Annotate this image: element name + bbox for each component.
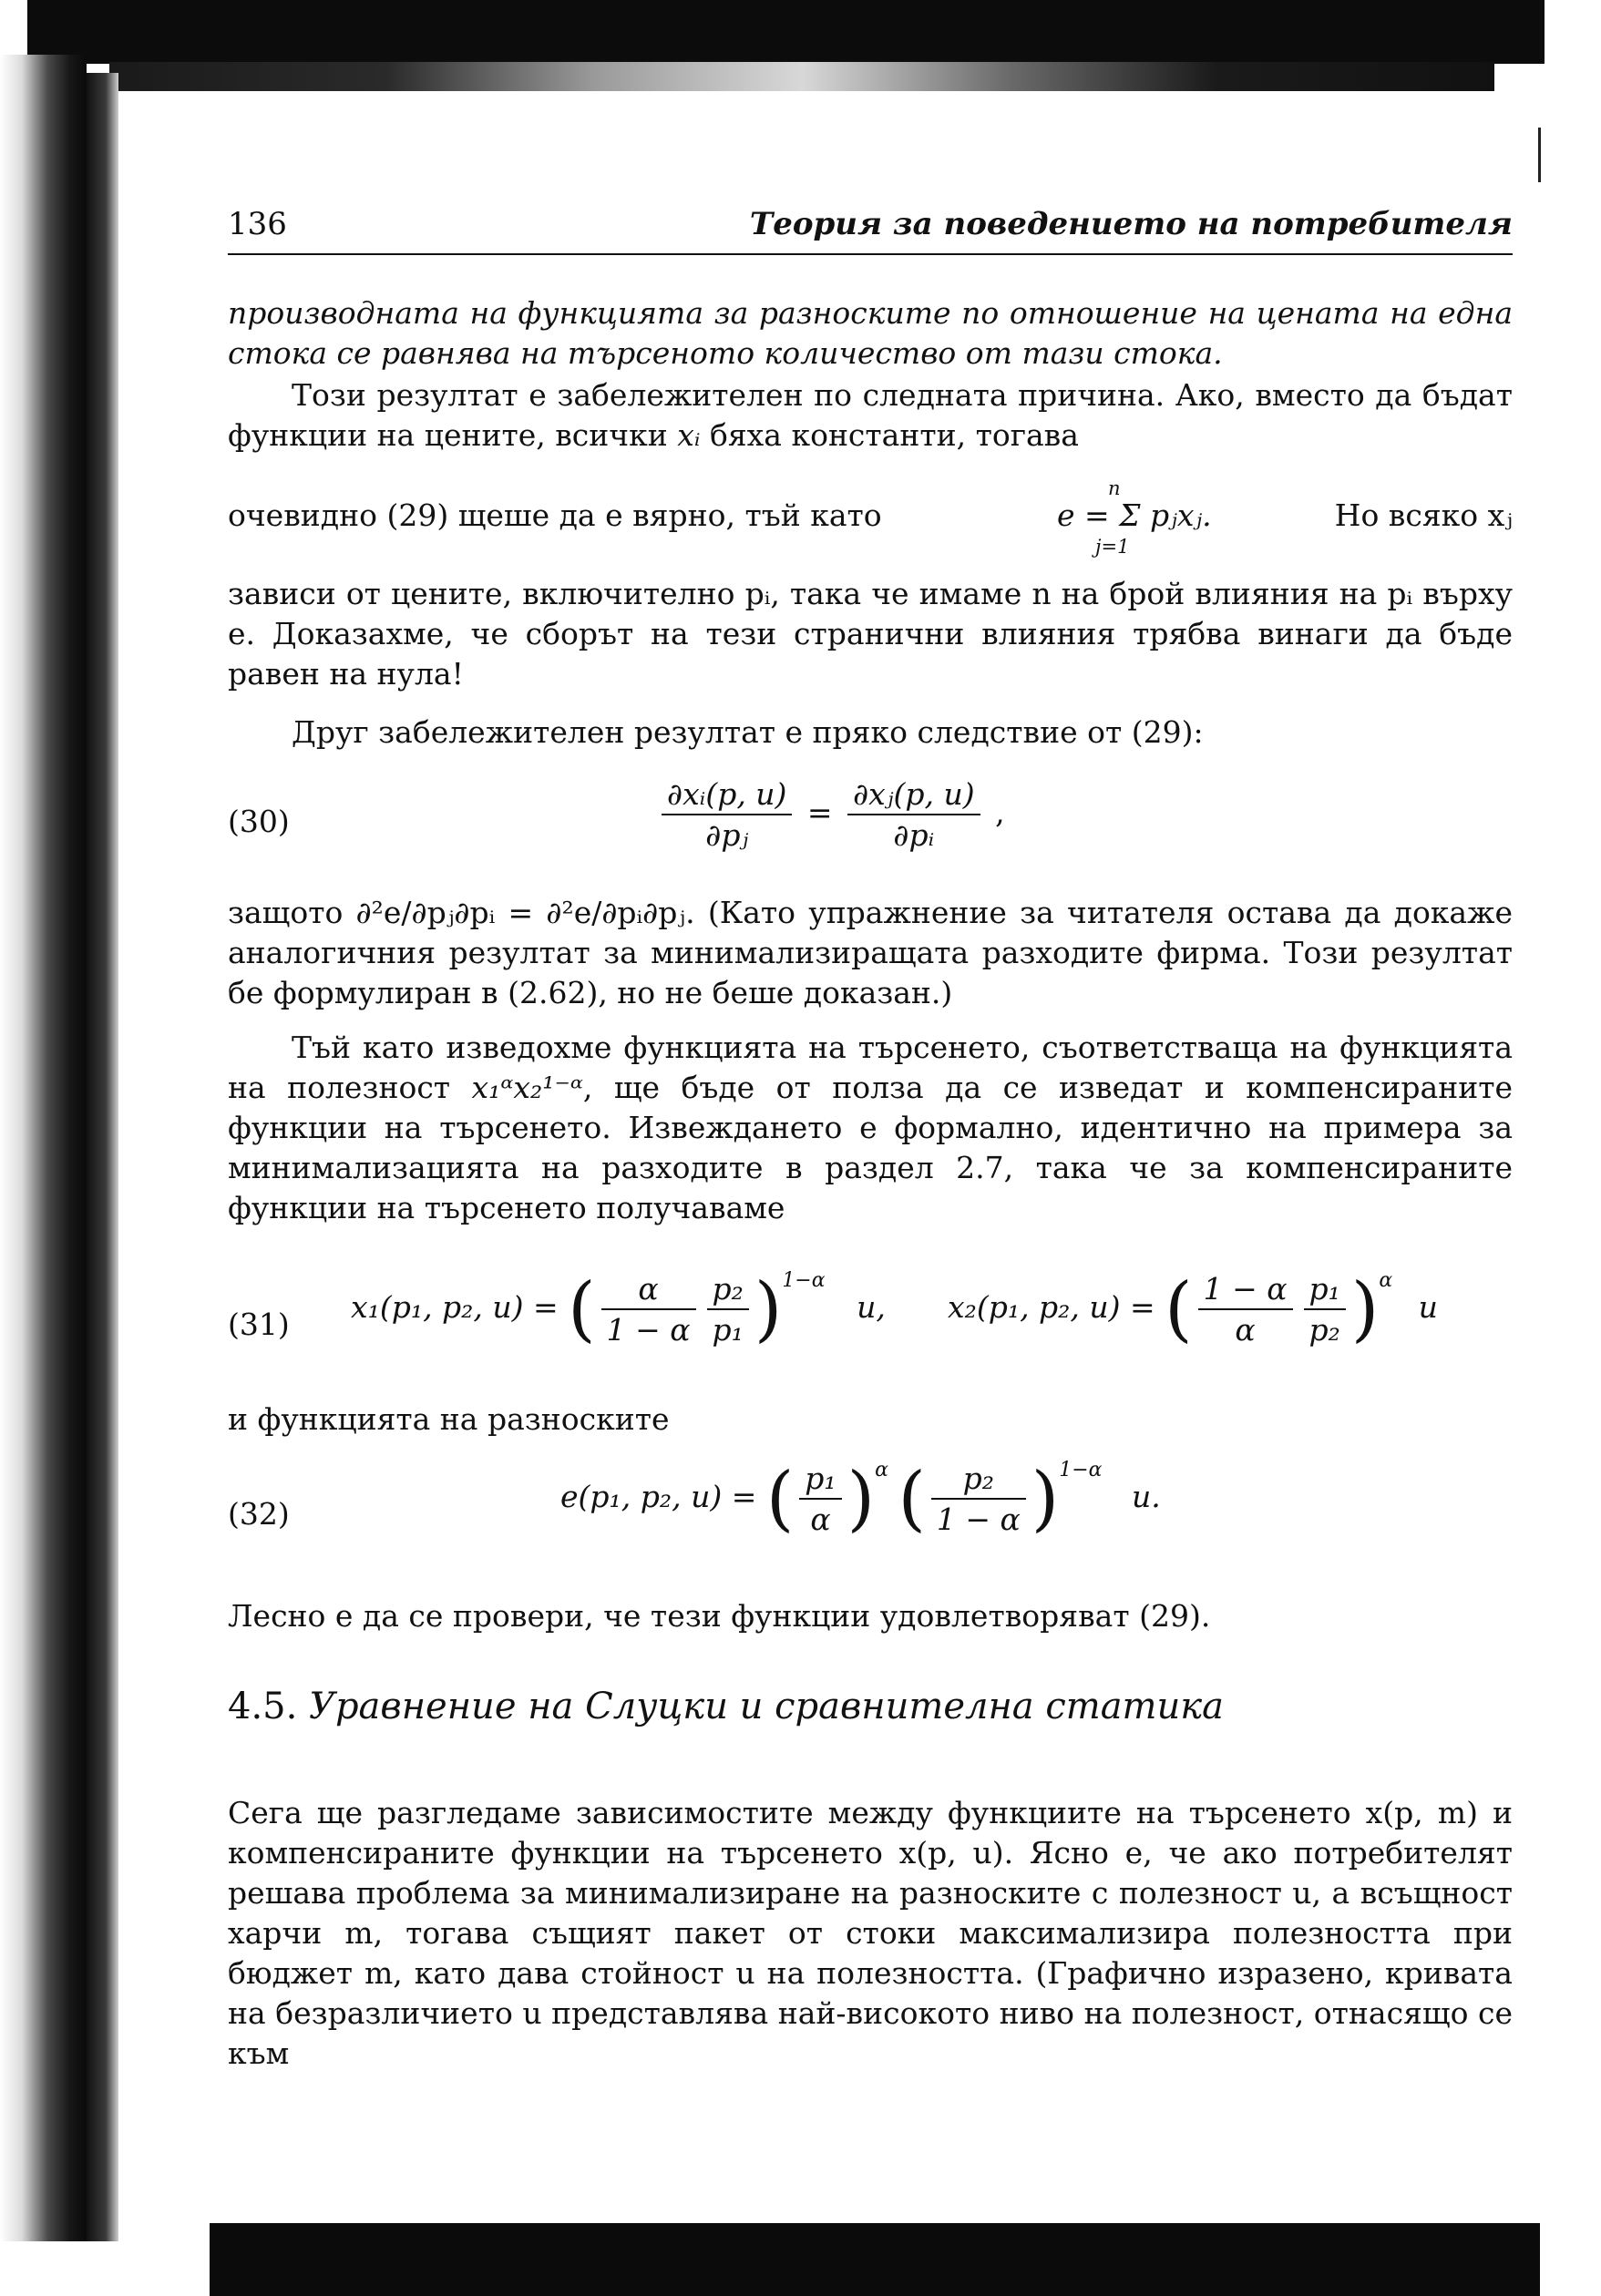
- paragraph-1-text-a: Този резултат е забележителен по следната причина. Ако, вместо да бъдат функции на цените, всички: [228, 377, 1513, 453]
- paren-open: (: [568, 1268, 596, 1350]
- equation-30-lhs: [662, 776, 792, 853]
- paragraph-4: [228, 1028, 1513, 1228]
- section-number: 4.5.: [228, 1686, 298, 1727]
- section-heading: [228, 1686, 1224, 1727]
- sum-equation: e = Σ pⱼxⱼ.: [1057, 497, 1212, 533]
- scan-mark-right: [1538, 128, 1541, 182]
- running-header: [228, 202, 1513, 255]
- equation-31-label: (31): [228, 1307, 290, 1342]
- paragraph-6: [228, 1596, 1513, 1636]
- paragraph-1-text-e: зависи от цените, включително pᵢ, така че имаме n на брой влияния на pᵢ върху e. Доказахме, че сборът на тези странични влияния трябва винаги да бъде равен на нула!: [228, 576, 1513, 692]
- frac-den: α: [810, 1502, 831, 1537]
- equation-30-rhs: [847, 776, 980, 853]
- frac-num: p₂: [707, 1271, 749, 1310]
- running-title: Теория за поведението на потребителя: [749, 206, 1513, 242]
- equation-31-x1-tail: u,: [857, 1289, 886, 1325]
- frac-den: p₁: [712, 1312, 744, 1348]
- paren-open: (: [1165, 1268, 1193, 1350]
- equation-30-label: (30): [228, 804, 290, 839]
- equation-30-rhs-num: ∂xⱼ(p, u): [847, 776, 980, 815]
- paragraph-2: [228, 712, 1513, 753]
- paragraph-4-text: [228, 1028, 1513, 1228]
- paragraph-1-text-c: очевидно (29) щеше да е вярно, тъй като: [228, 497, 882, 533]
- paragraph-5: [228, 1399, 1513, 1440]
- frac-den: p₂: [1309, 1312, 1340, 1348]
- scan-border-bottom: [210, 2223, 1540, 2296]
- section-title: Уравнение на Слуцки и сравнителна статика: [309, 1686, 1224, 1727]
- paragraph-7: [228, 1793, 1513, 2074]
- equation-30-rhs-den: ∂pᵢ: [893, 817, 935, 853]
- equation-31-x1-frac-b: [707, 1271, 749, 1348]
- paren-close: ): [754, 1268, 783, 1350]
- equation-32-body: [560, 1458, 1161, 1540]
- paren-open: (: [898, 1458, 926, 1540]
- paren-close: ): [1031, 1458, 1060, 1540]
- scan-border-top: [27, 0, 1545, 64]
- paragraph-1-line-3: [228, 477, 1513, 565]
- paragraph-2-text: Друг забележителен резултат е пряко следствие от (29):: [292, 714, 1204, 750]
- sum-upper-limit: n: [1108, 477, 1121, 499]
- exponent: α: [875, 1459, 888, 1481]
- paragraph-6-text: Лесно е да се провери, че тези функции удовлетворяват (29).: [228, 1598, 1211, 1634]
- paragraph-1: [228, 375, 1513, 456]
- page-number: 136: [228, 206, 287, 242]
- equals-sign: =: [806, 794, 833, 830]
- equation-32-lhs: e(p₁, p₂, u) =: [560, 1479, 757, 1514]
- equation-30-lhs-num: ∂xᵢ(p, u): [662, 776, 792, 815]
- paragraph-1-rest: [228, 574, 1513, 694]
- frac-num: p₂: [931, 1461, 1026, 1500]
- frac-den: 1 − α: [606, 1312, 691, 1348]
- paragraph-3-text: защото ∂²e/∂pⱼ∂pᵢ = ∂²e/∂pᵢ∂pⱼ. (Като упражнение за читателя остава да докаже аналогичния резултат за минимализиращата разходите фирма. Този резултат бе формулиран в (2.62), но не беше доказан.): [228, 895, 1513, 1010]
- paragraph-1-lines-1-2: [228, 375, 1513, 456]
- theorem-text: производната на функцията за разноските по отношение на цената на една стока се равнява на търсеното количество от тази стока.: [228, 295, 1513, 371]
- equation-31: [228, 1268, 1513, 1387]
- paren-open: (: [765, 1458, 795, 1540]
- frac-num: 1 − α: [1198, 1271, 1293, 1310]
- theorem-block: [228, 293, 1513, 374]
- scan-border-left-inner: [87, 73, 118, 2241]
- equation-31-x1-frac-a: [601, 1271, 696, 1348]
- frac-den: 1 − α: [936, 1502, 1021, 1537]
- exponent: 1−α: [1059, 1459, 1103, 1481]
- paragraph-7-text: Сега ще разгледаме зависимостите между функциите на търсенето x(p, m) и компенсираните функции на търсенето x(p, u). Ясно е, че ако потребителят решава проблема за минимализиране на разноските с полезност u, а всъщност харчи m, тогава същият пакет от стоки максимализира полезността при бюджет m, като дава стойност u на полезността. (Графично изразено, кривата на безразличието u представлява най-високото ниво на полезност, отнасящо се към: [228, 1795, 1513, 2071]
- equation-31-x1-lhs: x₁(p₁, p₂, u) =: [351, 1289, 559, 1325]
- equation-31-x1: [351, 1268, 886, 1350]
- paragraph-4-text-b: , ще бъде от полза да се изведат и компенсираните функции на търсенето. Извеждането е формално, идентично на примера за минимализацията на разходите в раздел 2.7, така че за компенсираните функции на търсенето получаваме: [228, 1070, 1513, 1225]
- paren-close: ): [1350, 1268, 1380, 1350]
- paragraph-5-text: и функцията на разноските: [228, 1401, 670, 1437]
- frac-den: α: [1235, 1312, 1256, 1348]
- equation-32-label: (32): [228, 1496, 290, 1532]
- equation-30-lhs-den: ∂pⱼ: [705, 817, 749, 853]
- scan-border-left: [0, 55, 87, 2241]
- frac-num: p₁: [799, 1461, 841, 1500]
- paren-close: ): [847, 1458, 876, 1540]
- equation-30-body: [656, 776, 1005, 853]
- equation-31-x2-lhs: x₂(p₁, p₂, u) =: [948, 1289, 1155, 1325]
- paragraph-1-text-b: бяха константи, тогава: [709, 417, 1079, 453]
- paragraph-1-xi: xᵢ: [677, 417, 701, 453]
- equation-32-frac-b: [931, 1461, 1026, 1537]
- equation-32-tail: u.: [1132, 1479, 1161, 1514]
- equation-31-x2: [948, 1268, 1438, 1350]
- exponent: 1−α: [782, 1269, 826, 1292]
- frac-num: p₁: [1304, 1271, 1346, 1310]
- paragraph-1-text-d: Но всяко xⱼ: [1334, 497, 1513, 533]
- exponent: α: [1379, 1269, 1393, 1292]
- paragraph-4-text-a: Тъй като изведохме функцията на търсенето, съответстваща на функцията на полезност: [228, 1030, 1513, 1105]
- equation-31-x2-frac-b: [1304, 1271, 1346, 1348]
- comma: ,: [995, 794, 1005, 830]
- equation-31-x2-frac-a: [1198, 1271, 1293, 1348]
- scan-border-top-strip: [109, 62, 1494, 91]
- sum-lower-limit: j=1: [1095, 536, 1130, 558]
- equation-32-frac-a: [799, 1461, 841, 1537]
- equation-31-x2-tail: u: [1418, 1289, 1438, 1325]
- equation-30: [228, 776, 1513, 876]
- frac-num: α: [601, 1271, 696, 1310]
- utility-function: x₁ᵅx₂¹⁻ᵅ: [471, 1070, 583, 1105]
- paragraph-3: [228, 893, 1513, 1013]
- equation-32: [228, 1458, 1513, 1576]
